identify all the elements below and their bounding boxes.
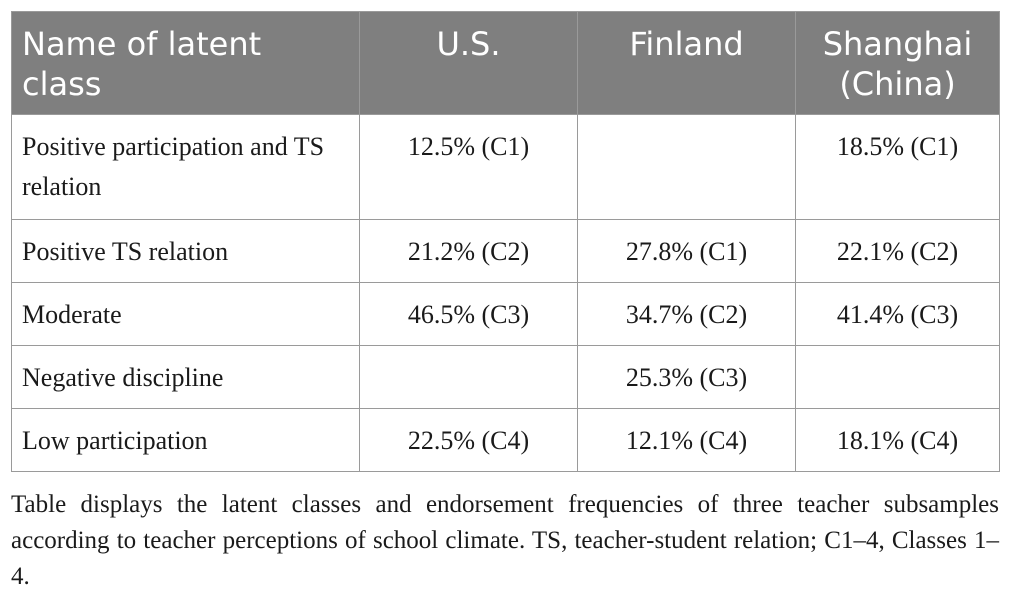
cell-shanghai: 22.1% (C2): [796, 220, 1000, 283]
cell-class-name: Positive TS relation: [12, 220, 360, 283]
cell-us: 12.5% (C1): [360, 115, 578, 220]
table-row: [12, 283, 1000, 346]
cell-finland: 12.1% (C4): [578, 409, 796, 472]
header-shanghai: Shanghai (China): [796, 12, 1000, 115]
cell-class-name: Negative discipline: [12, 346, 360, 409]
cell-us: 46.5% (C3): [360, 283, 578, 346]
table-row: [12, 409, 1000, 472]
cell-us: [360, 346, 578, 409]
cell-finland: 34.7% (C2): [578, 283, 796, 346]
cell-shanghai: [796, 346, 1000, 409]
cell-finland: 27.8% (C1): [578, 220, 796, 283]
cell-finland: [578, 115, 796, 220]
cell-class-name: Positive participation and TS relation: [12, 115, 360, 220]
cell-shanghai: 18.5% (C1): [796, 115, 1000, 220]
cell-shanghai: 41.4% (C3): [796, 283, 1000, 346]
latent-class-table-container: [11, 11, 999, 472]
cell-class-name: Low participation: [12, 409, 360, 472]
header-name-of-latent-class: Name of latent class: [12, 12, 360, 115]
table-row: [12, 346, 1000, 409]
table-row: [12, 220, 1000, 283]
cell-us: 21.2% (C2): [360, 220, 578, 283]
cell-shanghai: 18.1% (C4): [796, 409, 1000, 472]
table-caption: Table displays the latent classes and endorsement frequencies of three teacher subsamples according to teacher perceptions of school climate. TS, teacher-student relation; C1–4, Classes 1–4.: [11, 491, 999, 590]
header-finland: Finland: [578, 12, 796, 115]
cell-us: 22.5% (C4): [360, 409, 578, 472]
cell-class-name: Moderate: [12, 283, 360, 346]
cell-finland: 25.3% (C3): [578, 346, 796, 409]
latent-class-table: [11, 11, 1000, 472]
header-us: U.S.: [360, 12, 578, 115]
table-row: [12, 115, 1000, 220]
table-header-row: [12, 12, 1000, 115]
